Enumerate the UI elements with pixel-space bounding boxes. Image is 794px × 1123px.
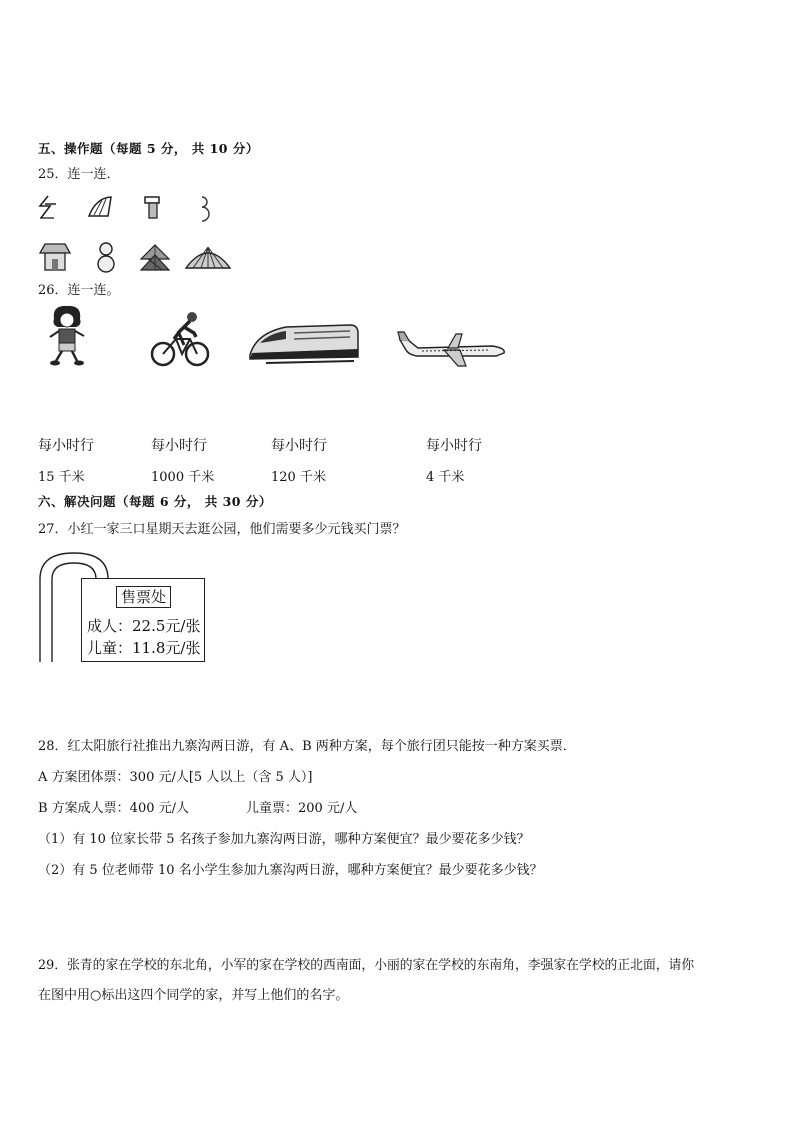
ticket-sign bbox=[81, 578, 205, 662]
fragment-umbrella-piece-icon bbox=[86, 194, 114, 220]
q28-plan-b-child: 儿童票：200 元/人 bbox=[246, 801, 358, 816]
cyclist-icon bbox=[150, 309, 210, 369]
q28-plan-b-adult: B 方案成人票：400 元/人 bbox=[38, 801, 190, 816]
airplane-icon bbox=[396, 328, 508, 368]
q29-line1: 29．张青的家在学校的东北角，小军的家在学校的西南面，小丽的家在学校的东南角，李强家在学校的正北面，请你 bbox=[38, 958, 695, 973]
snowman-icon bbox=[94, 240, 118, 274]
child-price: 儿童：11.8元/张 bbox=[87, 639, 201, 657]
q28-sub1: （1）有 10 位家长带 5 名孩子参加九寨沟两日游，哪种方案便宜？最少要花多少钱？ bbox=[38, 832, 530, 847]
speed-label-3-line2: 120 千米 bbox=[271, 470, 326, 485]
house-icon bbox=[38, 241, 72, 273]
section6-heading: 六、解决问题（每题 6 分， 共 30 分） bbox=[38, 494, 272, 509]
ticket-sign-title: 售票处 bbox=[116, 586, 171, 608]
fragment-snowman-half-icon bbox=[194, 194, 210, 224]
umbrella-icon bbox=[183, 244, 233, 272]
walking-girl-icon bbox=[44, 303, 90, 367]
high-speed-train-icon bbox=[246, 319, 360, 369]
q25-label: 25．连一连． bbox=[38, 167, 120, 182]
q26-label: 26．连一连。 bbox=[38, 283, 120, 298]
speed-label-4-line2: 4 千米 bbox=[426, 470, 465, 485]
speed-label-1-line1: 每小时行 bbox=[38, 438, 94, 454]
q28-stem: 28．红太阳旅行社推出九寨沟两日游，有 A、B 两种方案，每个旅行团只能按一种方案买票． bbox=[38, 739, 576, 754]
section5-heading: 五、操作题（每题 5 分， 共 10 分） bbox=[38, 141, 259, 156]
q29-line2: 在图中用○标出这四个同学的家，并写上他们的名字。 bbox=[38, 988, 349, 1003]
speed-label-1-line2: 15 千米 bbox=[38, 470, 85, 485]
q27-text: 27．小红一家三口星期天去逛公园，他们需要多少元钱买门票？ bbox=[38, 522, 406, 537]
speed-label-2-line1: 每小时行 bbox=[151, 438, 207, 454]
fragment-zigzag-icon bbox=[36, 194, 60, 222]
speed-label-2-line2: 1000 千米 bbox=[151, 470, 215, 485]
adult-price: 成人：22.5元/张 bbox=[87, 617, 201, 635]
tangram-tree-icon bbox=[139, 243, 171, 273]
q28-plan-a: A 方案团体票：300 元/人[5 人以上（含 5 人）] bbox=[38, 770, 313, 785]
speed-label-3-line1: 每小时行 bbox=[271, 438, 327, 454]
fragment-house-piece-icon bbox=[142, 194, 164, 222]
q28-sub2: （2）有 5 位老师带 10 名小学生参加九寨沟两日游，哪种方案便宜？最少要花多少钱？ bbox=[38, 863, 543, 878]
speed-label-4-line1: 每小时行 bbox=[426, 438, 482, 454]
